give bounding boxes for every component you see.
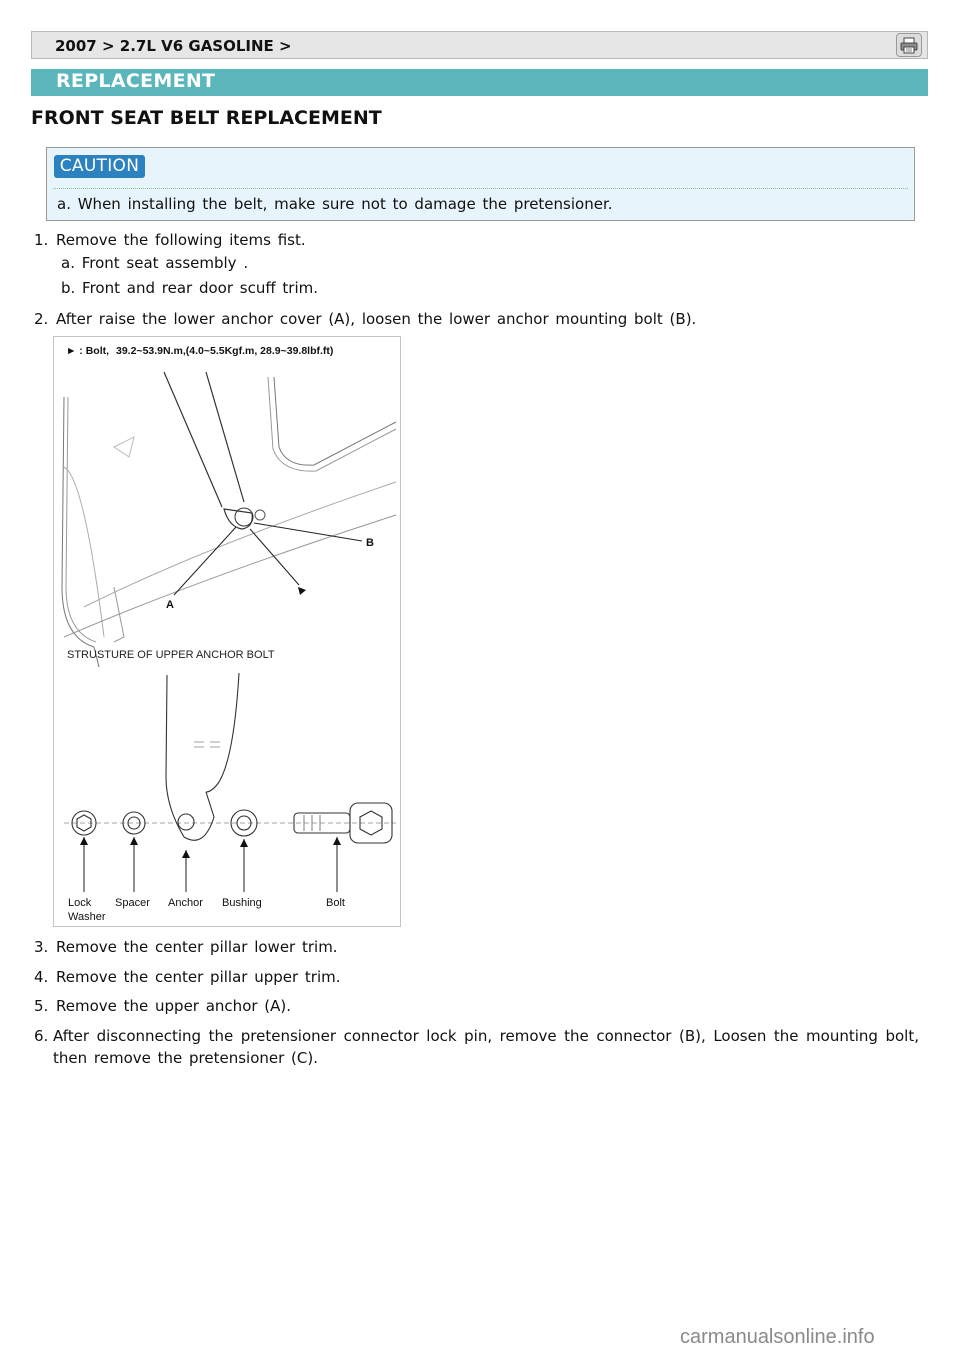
seat-belt-anchor-figure (53, 336, 401, 927)
caution-badge: CAUTION (54, 155, 145, 178)
step-number: 4. (34, 968, 49, 986)
step-number: 2. (34, 310, 49, 328)
arrow-marker (298, 587, 306, 595)
lower-anchor-illustration (62, 372, 396, 667)
upper-anchor-caption: STRUSTURE OF UPPER ANCHOR BOLT (67, 649, 275, 661)
step-text: Remove the upper anchor (A). (56, 997, 292, 1015)
step-text: Remove the following items fist. (56, 231, 306, 249)
anchor-diagram (54, 337, 400, 926)
page-title: FRONT SEAT BELT REPLACEMENT (31, 107, 382, 129)
step-number: 6. (34, 1027, 49, 1045)
site-watermark: carmanualsonline.info (680, 1326, 875, 1348)
label-b: B (366, 537, 374, 549)
torque-spec-value: 39.2~53.9N.m,(4.0~5.5Kgf.m, 28.9~39.8lbf.ft) (116, 345, 334, 357)
step-text: After raise the lower anchor cover (A), loosen the lower anchor mounting bolt (B). (56, 310, 697, 328)
section-title: REPLACEMENT (56, 70, 216, 92)
printer-icon (900, 37, 918, 54)
part-label-washer: Washer (68, 911, 106, 923)
step-number: 1. (34, 231, 49, 249)
part-label-bushing: Bushing (222, 897, 262, 909)
breadcrumb-bar (31, 31, 928, 59)
part-label-spacer: Spacer (115, 897, 150, 909)
breadcrumb[interactable]: 2007 > 2.7L V6 GASOLINE > (55, 37, 292, 55)
section-header (31, 69, 928, 96)
caution-box (46, 147, 915, 221)
part-arrows (80, 837, 341, 858)
step-number: 3. (34, 938, 49, 956)
part-label-anchor: Anchor (168, 897, 203, 909)
torque-spec-prefix: ► : Bolt, (66, 345, 110, 357)
print-button[interactable] (896, 33, 922, 57)
part-label-bolt: Bolt (326, 897, 345, 909)
step-1-sub-a: a. Front seat assembly . (61, 254, 249, 272)
label-a: A (166, 599, 174, 611)
caution-divider (53, 188, 908, 189)
part-label-lock: Lock (68, 897, 92, 909)
step-text: After disconnecting the pretensioner connector lock pin, remove the connector (B), Loosen the mounting bolt, then remove the pretensioner (C). (53, 1027, 919, 1067)
upper-anchor-exploded-view (64, 673, 396, 892)
step-text: Remove the center pillar lower trim. (56, 938, 338, 956)
step-number: 5. (34, 997, 49, 1015)
caution-text: a. When installing the belt, make sure not to damage the pretensioner. (57, 195, 613, 213)
step-text: Remove the center pillar upper trim. (56, 968, 341, 986)
step-1-sub-b: b. Front and rear door scuff trim. (61, 279, 319, 297)
